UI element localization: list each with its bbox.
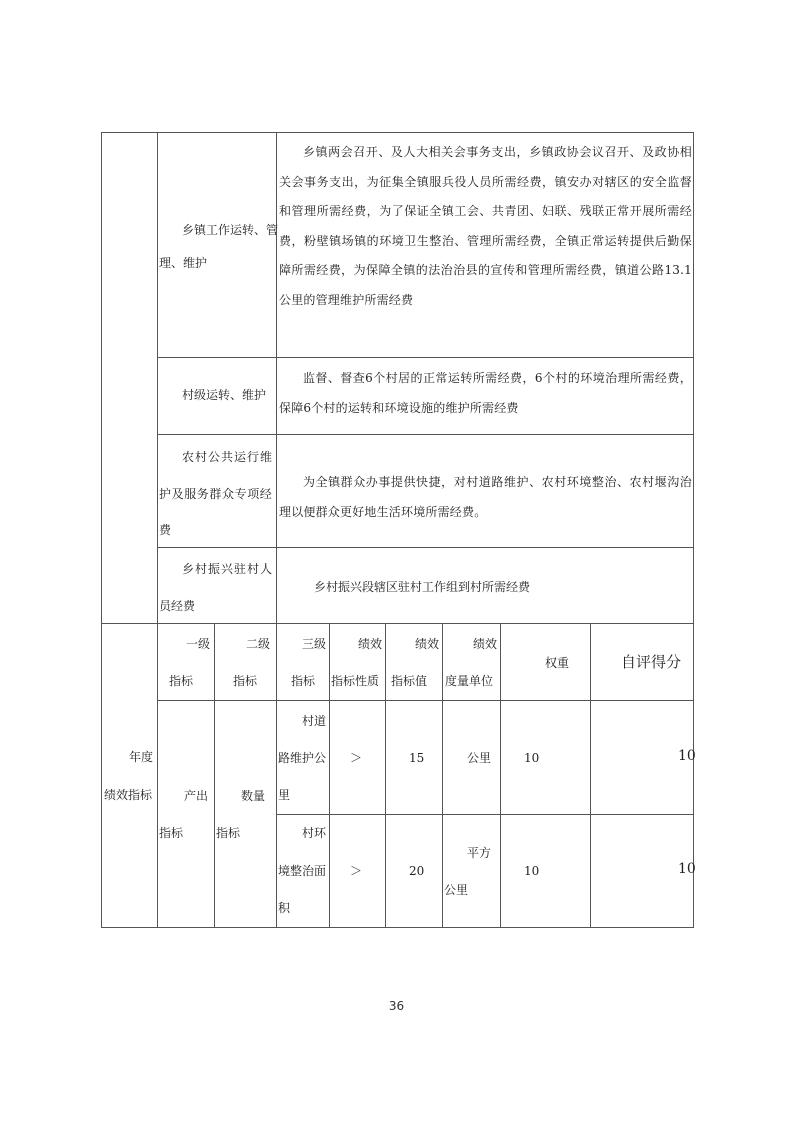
level2-indicator: 数量	[241, 789, 266, 803]
indicator-unit: 公里	[467, 751, 492, 765]
expense-item-name: 费	[159, 523, 172, 537]
divider	[157, 132, 158, 928]
indicator-weight: 10	[524, 751, 540, 765]
header-level3: 三级	[302, 637, 327, 651]
indicator-unit: 平方	[467, 846, 492, 860]
indicator-value: 20	[409, 864, 425, 878]
expense-item-description: 乡村振兴段辖区驻村工作组到村所需经费	[314, 580, 531, 594]
indicator-score: 10	[678, 748, 696, 764]
divider	[157, 547, 694, 548]
divider	[276, 814, 694, 815]
expense-item-name: 护及服务群众专项经	[159, 487, 273, 501]
divider	[157, 357, 694, 358]
indicator-weight: 10	[524, 864, 540, 878]
header-nature: 指标性质	[331, 674, 380, 688]
table-border-top	[101, 132, 694, 133]
page-number: 36	[388, 999, 405, 1013]
indicator-name: 积	[278, 901, 291, 915]
expense-item-name: 乡镇工作运转、管	[182, 223, 279, 237]
table-border-right	[693, 132, 694, 928]
section-label: 绩效指标	[104, 788, 153, 802]
header-level3: 指标	[291, 674, 316, 688]
divider	[442, 623, 443, 928]
table-border-left	[101, 132, 102, 928]
indicator-nature: ＞	[350, 751, 363, 765]
expense-item-description: 监督、督查6个村居的正常运转所需经费，6个村的环境治理所需经费，保障6个村的运转和环境设施的维护所需经费	[279, 371, 692, 415]
header-value: 指标值	[391, 674, 428, 688]
header-score: 自评得分	[621, 653, 682, 671]
header-level1: 指标	[169, 674, 194, 688]
divider	[276, 132, 277, 928]
header-weight: 权重	[545, 656, 570, 670]
expense-item-name: 理、维护	[159, 256, 208, 270]
divider	[214, 623, 215, 928]
level1-indicator: 指标	[159, 826, 184, 840]
indicator-unit: 公里	[444, 883, 469, 897]
indicator-value: 15	[409, 751, 425, 765]
indicator-name: 里	[278, 788, 291, 802]
header-level1: 一级	[186, 637, 211, 651]
header-level2: 指标	[233, 674, 258, 688]
indicator-name: 境整治面	[278, 864, 327, 878]
level2-indicator: 指标	[216, 826, 241, 840]
expense-item-name: 乡村振兴驻村人	[182, 562, 274, 576]
level1-indicator: 产出	[184, 789, 209, 803]
header-unit: 绩效	[473, 637, 498, 651]
expense-item-description: 乡镇两会召开、及人大相关会事务支出，乡镇政协会议召开、及政协相关会事务支出，为征集全镇服兵役人员所需经费，镇安办对辖区的安全监督和管理所需经费，为了保证全镇工会、共青团、妇联、残联正常开展所需经费，粉壁镇场镇的环境卫生整治、管理所需经费，全镇正常运转提供后勤保障所需经费，为保障全镇的法治治县的宣传和管理所需经费，镇道公路13.1公里的管理维护所需经费	[279, 145, 692, 307]
header-unit: 度量单位	[445, 674, 494, 688]
divider	[157, 700, 694, 701]
expense-item-name: 员经费	[159, 599, 196, 613]
indicator-nature: ＞	[350, 864, 363, 878]
divider	[101, 623, 694, 624]
expense-item-name: 农村公共运行维	[182, 450, 274, 464]
indicator-score: 10	[678, 861, 696, 877]
divider	[590, 623, 591, 928]
table-border-bottom	[101, 927, 694, 928]
header-nature: 绩效	[358, 637, 383, 651]
expense-item-description: 为全镇群众办事提供快捷，对村道路维护、农村环境整治、农村堰沟治理以便群众更好地生活环境所需经费。	[279, 475, 692, 519]
divider	[500, 623, 501, 928]
indicator-name: 村道	[302, 714, 327, 728]
section-label: 年度	[129, 750, 154, 764]
divider	[385, 623, 386, 928]
header-value: 绩效	[415, 637, 440, 651]
divider	[329, 623, 330, 928]
header-level2: 二级	[246, 637, 271, 651]
expense-item-name: 村级运转、维护	[182, 388, 267, 402]
divider	[157, 434, 694, 435]
indicator-name: 村环	[302, 826, 327, 840]
indicator-name: 路维护公	[278, 751, 327, 765]
